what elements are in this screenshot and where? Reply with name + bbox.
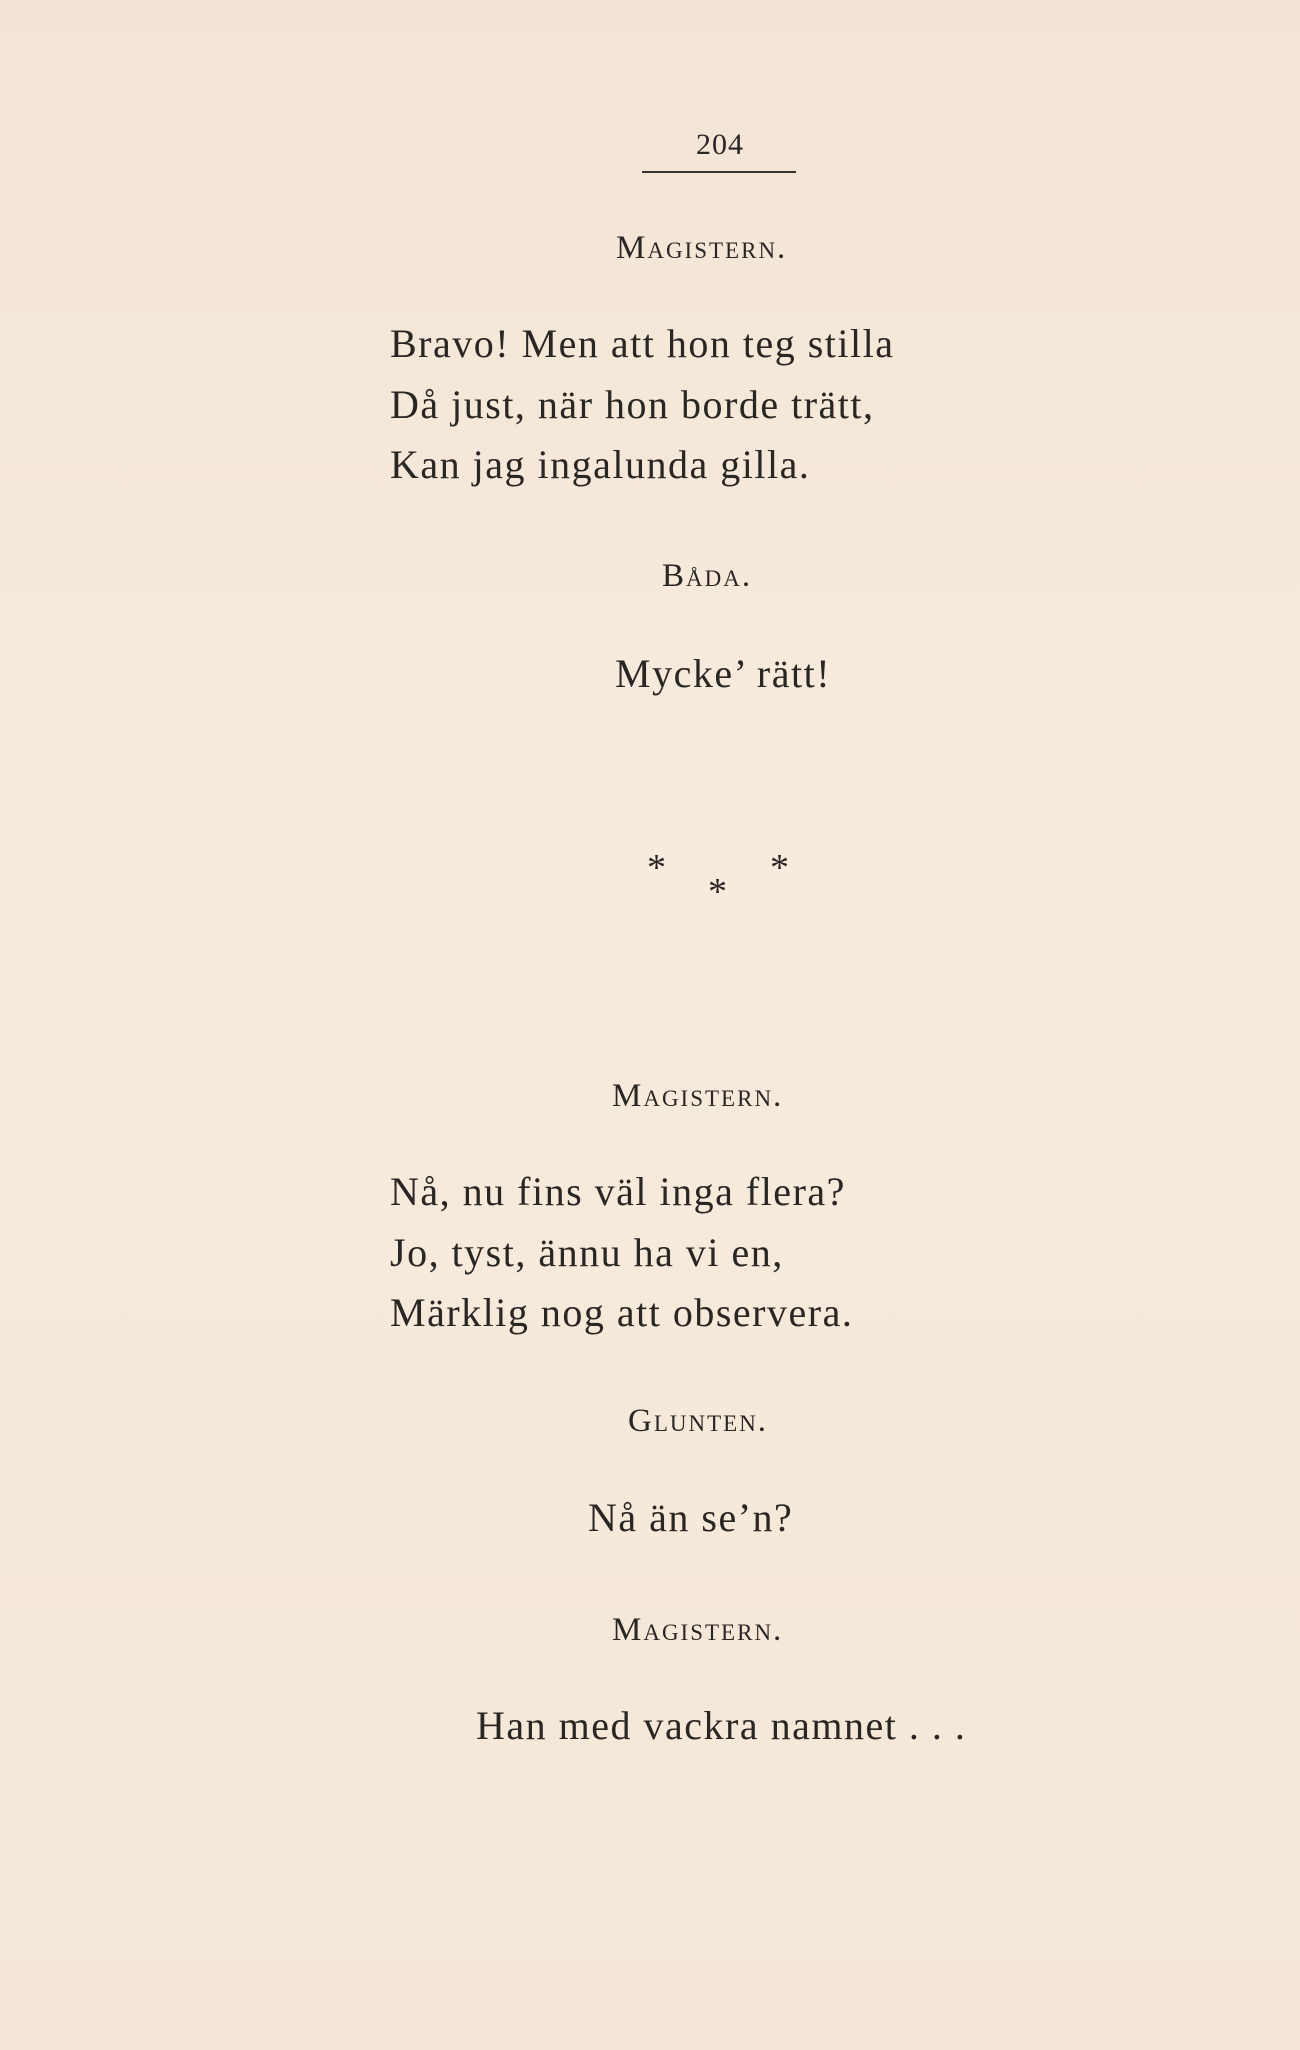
asterism-star-center: * — [708, 871, 727, 913]
speaker-heading: Magistern. — [616, 230, 788, 266]
page-number: 204 — [696, 128, 744, 161]
speaker-heading: Magistern. — [612, 1612, 784, 1648]
verse-line: Märklig nog att observera. — [390, 1290, 854, 1335]
verse-line: Jo, tyst, ännu ha vi en, — [390, 1230, 784, 1275]
verse-line: Nå, nu fins väl inga flera? — [390, 1169, 846, 1214]
asterism-star-right: * — [770, 847, 789, 889]
speaker-heading: Glunten. — [628, 1403, 769, 1439]
asterism-star-left: * — [647, 847, 666, 889]
verse-line: Han med vackra namnet . . . — [476, 1703, 967, 1748]
verse-line: Mycke’ rätt! — [615, 651, 832, 696]
speaker-heading: Magistern. — [612, 1078, 784, 1114]
verse-line: Nå än se’n? — [588, 1495, 794, 1540]
page-number-rule — [642, 171, 796, 173]
verse-line: Bravo! Men att hon teg stilla — [390, 321, 895, 366]
verse-line: Kan jag ingalunda gilla. — [390, 442, 811, 487]
speaker-heading: Båda. — [662, 558, 753, 594]
verse-line: Då just, när hon borde trätt, — [390, 382, 875, 427]
